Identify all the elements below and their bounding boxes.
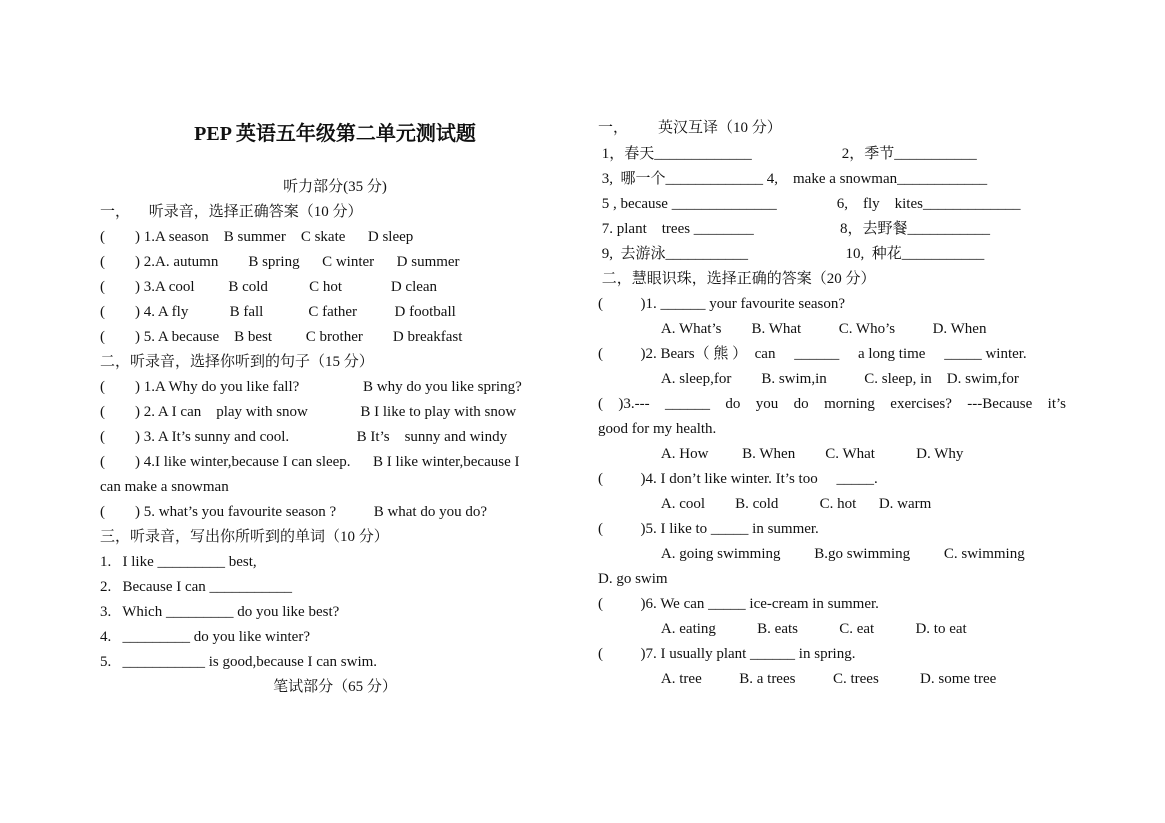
mc-question: ( )4. I don’t like winter. It’s too _____. — [598, 471, 878, 487]
mc-options: A. How B. When C. What D. Why — [598, 446, 964, 462]
translate-row: 5 , because ______________ 6, fly kites_____________ — [598, 196, 1021, 212]
sentence-choice-item: ( ) 3. A It’s sunny and cool. B It’s sunny and windy — [100, 429, 508, 445]
listening-choice-item: ( ) 2.A. autumn B spring C winter D summer — [100, 254, 460, 270]
mc-question: ( )2. Bears（ 熊 ） can ______ a long time _____ winter. — [598, 346, 1027, 362]
mc-options: A. cool B. cold C. hot D. warm — [598, 496, 932, 512]
mc-options: A. What’s B. What C. Who’s D. When — [598, 321, 987, 337]
translate-row: 9, 去游泳___________ 10, 种花___________ — [598, 246, 985, 262]
translate-section-title: 一， 英汉互译（10 分） — [598, 120, 782, 136]
mc-options-cont: D. go swim — [598, 571, 668, 587]
translate-row: 1，春天_____________ 2，季节___________ — [598, 146, 977, 162]
listening-header: 听力部分(35 分) — [283, 179, 387, 195]
mc-question: ( )7. I usually plant ______ in spring. — [598, 646, 856, 662]
fill-blank-item: 5. ___________ is good,because I can swim. — [100, 654, 378, 670]
listening-choice-item: ( ) 1.A season B summer C skate D sleep — [100, 229, 414, 245]
listening-choice-item: ( ) 5. A because B best C brother D breakfast — [100, 329, 463, 345]
mc-options: A. going swimming B.go swimming C. swimming — [598, 546, 1025, 562]
fill-blank-item: 3. Which _________ do you like best? — [100, 604, 340, 620]
mc-question: ( )6. We can _____ ice-cream in summer. — [598, 596, 879, 612]
mc-question: ( )1. ______ your favourite season? — [598, 296, 846, 312]
mc-question-cont: good for my health. — [598, 421, 717, 437]
multiple-choice-title: 二，慧眼识珠，选择正确的答案（20 分） — [598, 271, 876, 287]
mc-options: A. eating B. eats C. eat D. to eat — [598, 621, 967, 637]
section-3-title: 三，听录音，写出你所听到的单词（10 分） — [100, 529, 389, 545]
mc-options: A. sleep,for B. swim,in C. sleep, in D. swim,for — [598, 371, 1019, 387]
fill-blank-item: 1. I like _________ best, — [100, 554, 257, 570]
section-1-title: 一， 听录音，选择正确答案（10 分） — [100, 204, 363, 220]
mc-question: ( )5. I like to _____ in summer. — [598, 521, 819, 537]
written-header: 笔试部分（65 分） — [273, 679, 397, 695]
translate-row: 3, 哪一个_____________ 4, make a snowman____________ — [598, 171, 988, 187]
listening-choice-item: ( ) 4. A fly B fall C father D football — [100, 304, 456, 320]
sentence-choice-item: ( ) 2. A I can play with snow B I like to play with snow — [100, 404, 517, 420]
fill-blank-item: 4. _________ do you like winter? — [100, 629, 310, 645]
fill-blank-item: 2. Because I can ___________ — [100, 579, 293, 595]
sentence-choice-item: ( ) 1.A Why do you like fall? B why do you like spring? — [100, 379, 522, 395]
mc-question: ( )3.--- ______ do you do morning exercises? ---Because it’s — [598, 396, 1066, 412]
translate-row: 7. plant trees ________ 8，去野餐___________ — [598, 221, 991, 237]
sentence-choice-item: ( ) 4.I like winter,because I can sleep. B I like winter,because I — [100, 454, 520, 470]
exam-title: PEP 英语五年级第二单元测试题 — [194, 123, 476, 145]
listening-choice-item: ( ) 3.A cool B cold C hot D clean — [100, 279, 438, 295]
mc-options: A. tree B. a trees C. trees D. some tree — [598, 671, 997, 687]
sentence-choice-item: ( ) 5. what’s you favourite season ? B what do you do? — [100, 504, 488, 520]
sentence-choice-item-cont: can make a snowman — [100, 479, 229, 495]
section-2-title: 二，听录音，选择你听到的句子（15 分） — [100, 354, 374, 370]
